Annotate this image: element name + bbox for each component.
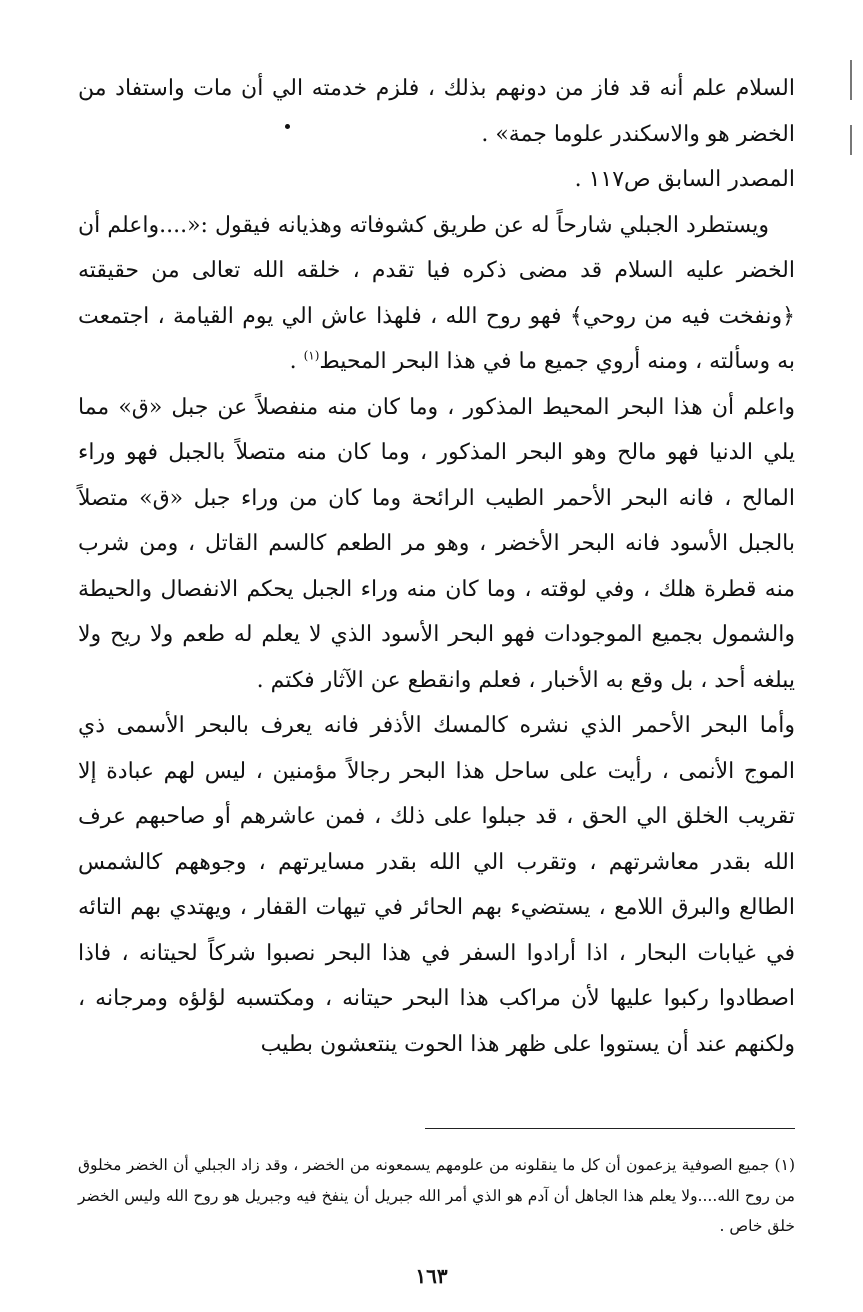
edge-mark bbox=[850, 125, 852, 155]
footnote bbox=[78, 1150, 795, 1242]
source-citation: المصدر السابق ص١١٧ . bbox=[574, 167, 795, 192]
stray-dot bbox=[285, 124, 290, 129]
paragraph-4: وأما البحر الأحمر الذي نشره كالمسك الأذفر فانه يعرف بالبحر الأسمى ذي الموج الأنمى ، رأيت على ساحل هذا البحر رجالاً مؤمنين ، ليس لهم عبادة إلا تقريب الخلق الي الحق ، قد جبلوا على ذلك ، فمن عاشرهم أو صاحبهم عرف الله بقدر معاشرتهم ، وتقرب الي الله بقدر مسايرتهم ، وجوههم كالشمس الطالع والبرق اللامع ، يستضيء بهم الحائر في تيهات القفار ، ويهتدي بهم التائه في غيابات البحار ، اذا أرادوا السفر في هذا البحر نصبوا شركاً لحيتانه ، فاذا اصطادوا ركبوا عليها لأن مراكب هذا البحر حيتانه ، ومكتسبه لؤلؤه ومرجانه ، ولكنهم عند أن يستووا على ظهر هذا الحوت ينتعشون بطيب bbox=[78, 713, 795, 1057]
footnote-reference: (١) bbox=[303, 348, 320, 363]
footnote-separator bbox=[425, 1128, 795, 1129]
page-number: ١٦٣ bbox=[415, 1264, 448, 1288]
paragraph-3: واعلم أن هذا البحر المحيط المذكور ، وما كان منه منفصلاً عن جبل «ق» مما يلي الدنيا فهو مالح وهو البحر المذكور ، وما كان منه متصلاً بالجبل فهو وراء المالح ، فانه البحر الأحمر الطيب الرائحة وما كان من وراء جبل «ق» متصلاً بالجبل الأسود فانه البحر الأخضر ، وهو مر الطعم كالسم القاتل ، ومن شرب منه قطرة هلك ، وفي لوقته ، وما كان منه وراء الجبل يحكم الانفصال والحيطة والشمول بجميع الموجودات فهو البحر الأسود الذي لا يعلم له طعم ولا ريح ولا يبلغه أحد ، بل وقع به الأخبار ، فعلم وانقطع عن الآثار فكتم . bbox=[78, 394, 796, 693]
paragraph-2-text: ويستطرد الجبلي شارحاً له عن طريق كشوفاته وهذيانه فيقول :«....واعلم أن الخضر عليه السلام قد مضى ذكره فيا تقدم ، خلقه الله تعالى من حقيقته ﴿ونفخت فيه من روحي﴾ فهو روح الله ، فلهذا عاش الي يوم القيامة ، اجتمعت به وسألته ، ومنه أروي جميع ما في هذا البحر المحيط bbox=[78, 212, 795, 374]
footnote-text: (١) جميع الصوفية يزعمون أن كل ما ينقلونه من علومهم يسمعونه من الخضر ، وقد زاد الجبلي أن الخضر مخلوق من روح الله....ولا يعلم هذا الجاهل أن آدم هو الذي أمر الله جبريل أن ينفخ فيه وجبريل هو روح الله وليس الخضر خلق خاص . bbox=[78, 1156, 795, 1235]
paragraph-2 bbox=[78, 203, 795, 385]
main-text bbox=[78, 66, 795, 1067]
edge-mark bbox=[850, 60, 852, 100]
paragraph-2-end: . bbox=[289, 349, 304, 374]
paragraph-1: السلام علم أنه قد فاز من دونهم بذلك ، فلزم خدمته الي أن مات واستفاد من الخضر هو والاسكندر علوما جمة» . bbox=[78, 76, 795, 147]
